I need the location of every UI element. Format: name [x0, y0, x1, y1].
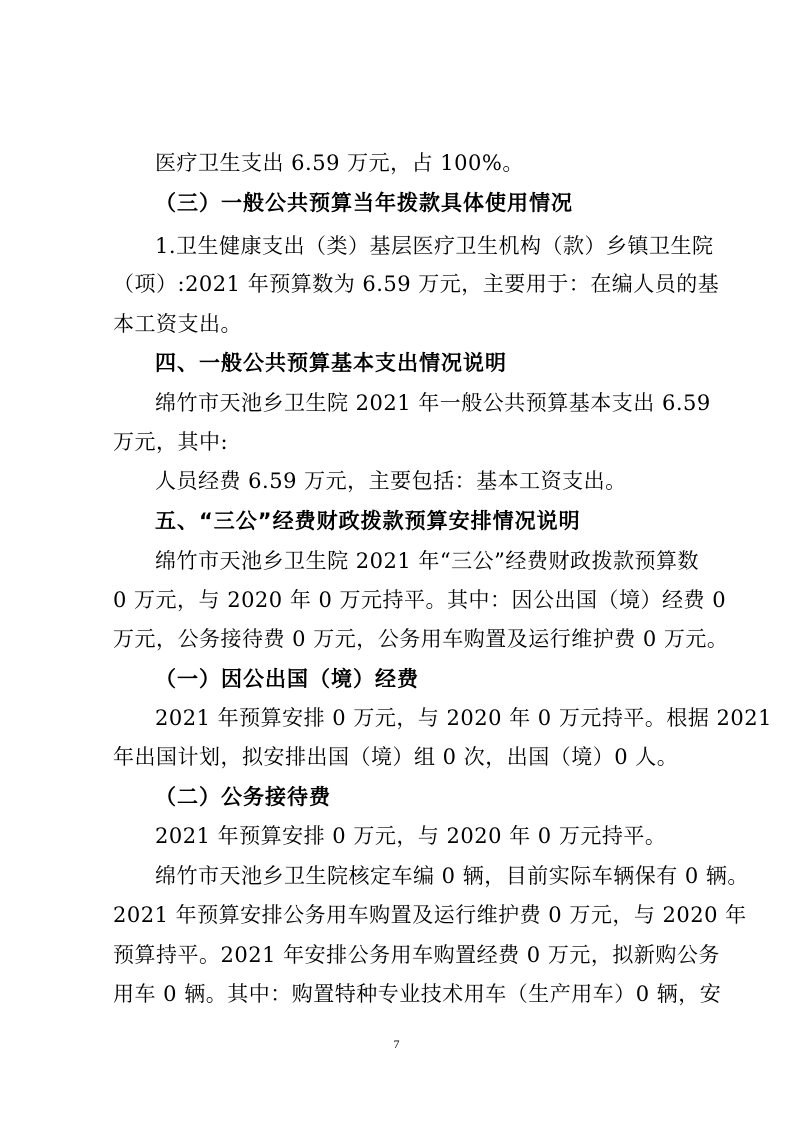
paragraph-line: 年出国计划，拟安排出国（境）组 0 次，出国（境）0 人。 — [113, 745, 679, 769]
paragraph-line: 万元，其中: — [113, 430, 229, 454]
paragraph-line: 1.卫生健康支出（类）基层医疗卫生机构（款）乡镇卫生院 — [155, 234, 714, 258]
section-heading: （二）公务接待费 — [155, 785, 331, 809]
paragraph-line: 0 万元，与 2020 年 0 万元持平。其中：因公出国（境）经费 0 — [113, 588, 727, 612]
section-heading: （三）一般公共预算当年拨款具体使用情况 — [155, 191, 573, 215]
paragraph-line: 绵竹市天池乡卫生院 2021 年一般公共预算基本支出 6.59 — [155, 391, 711, 415]
paragraph-line: 本工资支出。 — [113, 312, 242, 336]
paragraph-line: 预算持平。2021 年安排公务用车购置经费 0 万元，拟新购公务 — [113, 943, 720, 967]
paragraph-line: 绵竹市天池乡卫生院核定车编 0 辆，目前实际车辆保有 0 辆。 — [155, 864, 749, 888]
section-heading: 四、一般公共预算基本支出情况说明 — [155, 351, 507, 375]
paragraph-line: 2021 年预算安排 0 万元，与 2020 年 0 万元持平。 — [155, 824, 667, 848]
paragraph-line: 绵竹市天池乡卫生院 2021 年“三公”经费财政拨款预算数 — [155, 549, 699, 573]
section-heading: 五、“三公”经费财政拨款预算安排情况说明 — [155, 509, 581, 533]
page-number: 7 — [393, 1037, 400, 1051]
paragraph-line: 2021 年预算安排 0 万元，与 2020 年 0 万元持平。根据 2021 — [155, 706, 772, 730]
section-heading: （一）因公出国（境）经费 — [155, 667, 419, 691]
paragraph-line: 医疗卫生支出 6.59 万元，占 100%。 — [155, 151, 524, 175]
paragraph-line: 万元，公务接待费 0 万元，公务用车购置及运行维护费 0 万元。 — [113, 627, 729, 651]
paragraph-line: 用车 0 辆。其中：购置特种专业技术用车（生产用车）0 辆，安 — [113, 982, 722, 1006]
paragraph-line: 人员经费 6.59 万元，主要包括：基本工资支出。 — [155, 469, 627, 493]
paragraph-line: 2021 年预算安排公务用车购置及运行维护费 0 万元，与 2020 年 — [113, 903, 747, 927]
paragraph-line: （项）:2021 年预算数为 6.59 万元，主要用于：在编人员的基 — [113, 272, 720, 296]
